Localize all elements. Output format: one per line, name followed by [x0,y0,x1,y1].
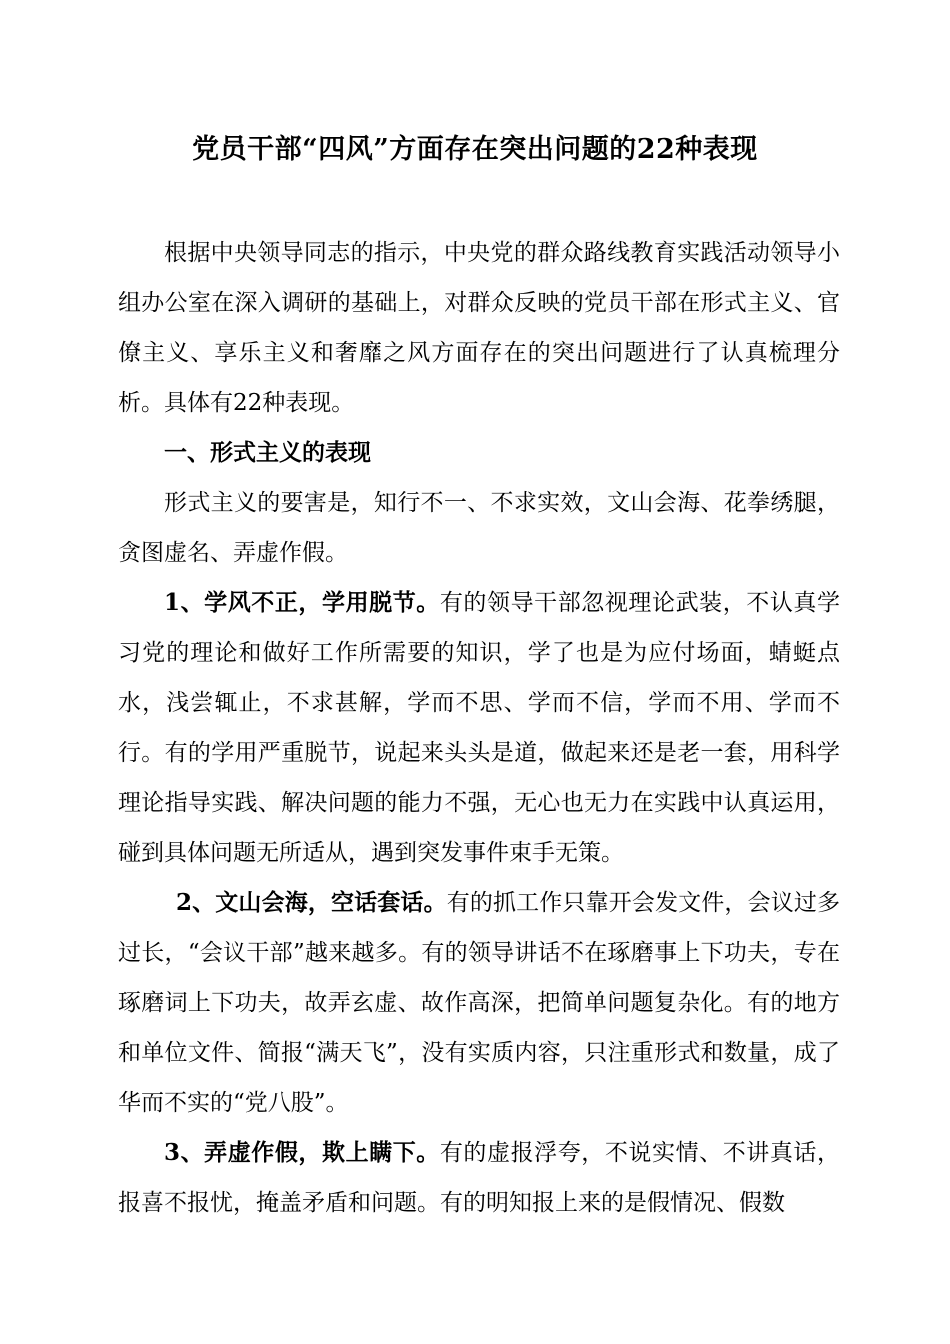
section-summary: 形式主义的要害是，知行不一、不求实效，文山会海、花拳绣腿，贪图虚名、弄虚作假。 [118,490,840,566]
section-heading: 一、形式主义的表现 [164,439,371,466]
item-text: 有的抓工作只靠开会发文件，会议过多过长，“会议干部”越来越多。有的领导讲话不在琢磨事上下功夫，专在琢磨词上下功夫，故弄玄虚、故作高深，把简单问题复杂化。有的地方和单位文件、简报“满天飞”，没有实质内容，只注重形式和数量，成了华而不实的“党八股”。 [118,890,840,1116]
item-lead: 3、弄虚作假，欺上瞒下。 [164,1139,440,1166]
document-title: 党员干部“四风”方面存在突出问题的22种表现 [192,134,758,165]
list-item [118,578,840,878]
document-body [118,228,840,1228]
list-item [118,1128,840,1228]
item-lead: 1、学风不正，学用脱节。 [164,589,440,616]
item-text: 有的领导干部忽视理论武装，不认真学习党的理论和做好工作所需要的知识，学了也是为应付场面，蜻蜓点水，浅尝辄止，不求甚解，学而不思、学而不信，学而不用、学而不行。有的学用严重脱节，说起来头头是道，做起来还是老一套，用科学理论指导实践、解决问题的能力不强，无心也无力在实践中认真运用，碰到具体问题无所适从，遇到突发事件束手无策。 [118,590,840,866]
list-item [118,878,840,1128]
item-lead: 2、文山会海，空话套话。 [176,889,447,916]
item-text: 有的虚报浮夸，不说实情、不讲真话，报喜不报忧，掩盖矛盾和问题。有的明知报上来的是假情况、假数 [118,1140,840,1216]
intro-paragraph: 根据中央领导同志的指示，中央党的群众路线教育实践活动领导小组办公室在深入调研的基础上，对群众反映的党员干部在形式主义、官僚主义、享乐主义和奢靡之风方面存在的突出问题进行了认真梳理分析。具体有22种表现。 [118,240,840,416]
